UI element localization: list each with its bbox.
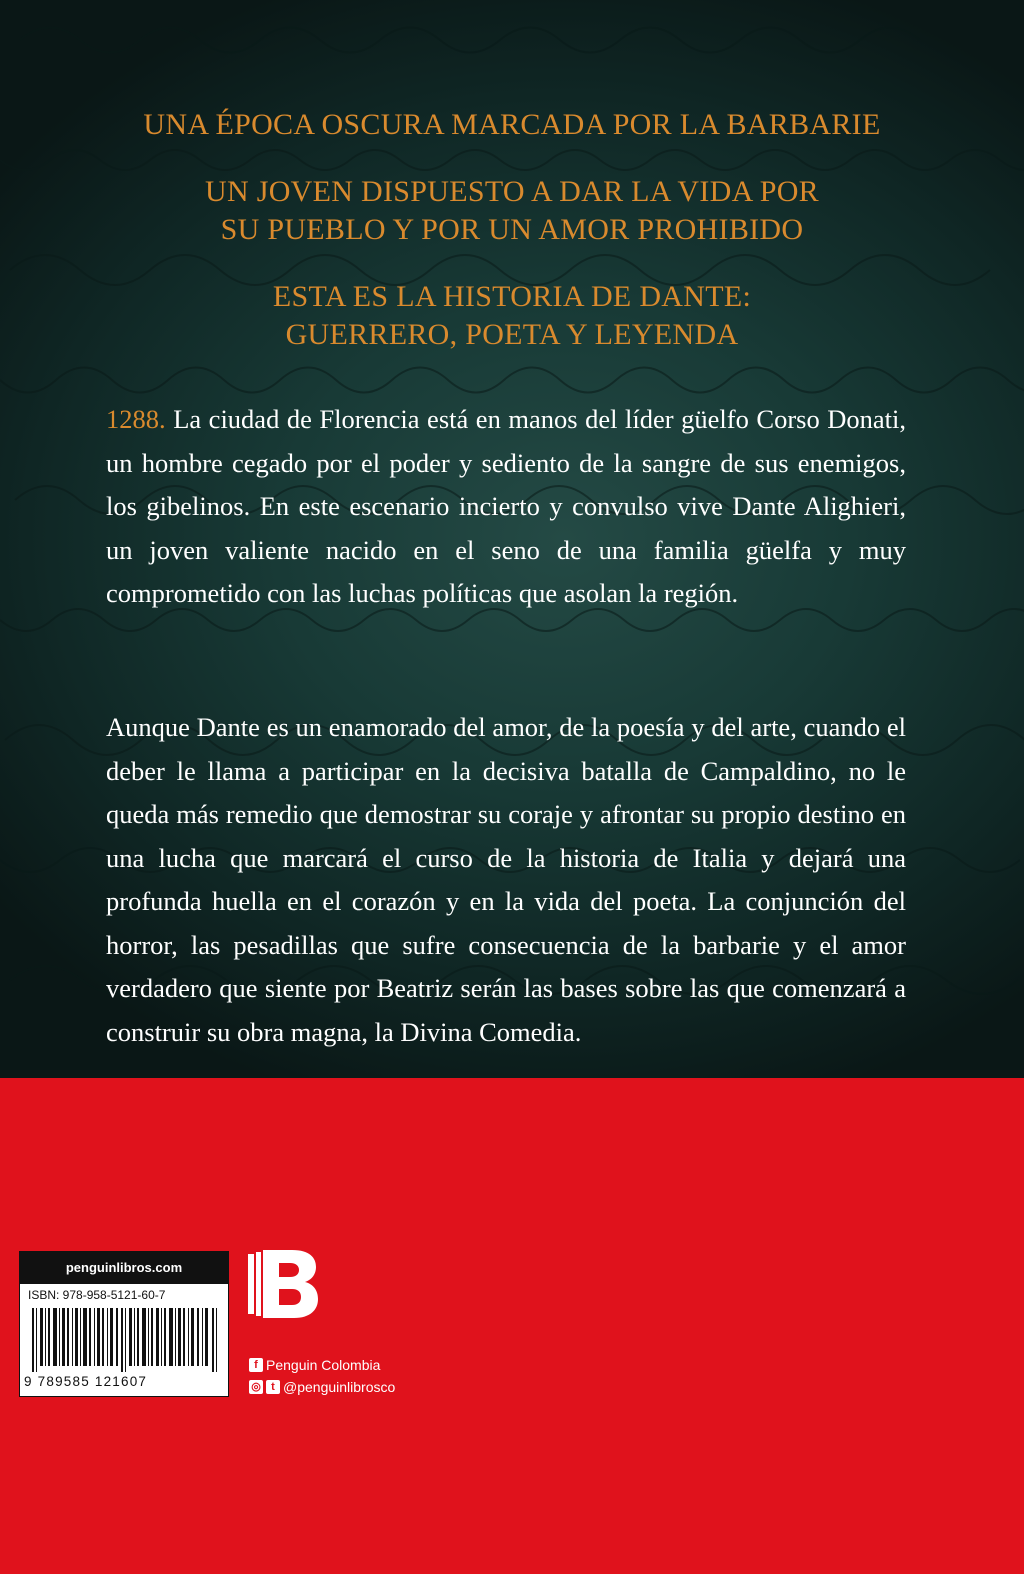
tagline-1: [0, 106, 1024, 144]
synopsis-paragraph-2: Aunque Dante es un enamorado del amor, de la poesía y del arte, cuando el deber le llama a participar en la decisiva batalla de Campaldino, no le queda más remedio que demostrar su coraje y afrontar su propio destino en una lucha que marcará el curso de la historia de Italia y dejará una profunda huella en el corazón y en la vida del poeta. La conjunción del horror, las pesadillas que sufre consecuencia de la barbarie y el amor verdadero que siente por Beatriz serán las bases sobre las que comenzará a construir su obra magna, la Divina Comedia.: [106, 712, 906, 1047]
tagline-2-line-b: SU PUEBLO Y POR UN AMOR PROHIBIDO: [220, 213, 804, 246]
synopsis-year: 1288.: [106, 404, 166, 434]
tagline-3-line-a: ESTA ES LA HISTORIA DE DANTE:: [272, 280, 752, 313]
twitter-icon: t: [266, 1380, 280, 1394]
tagline-3-line-b: GUERRERO, POETA Y LEYENDA: [285, 318, 739, 351]
website-label: penguinlibros.com: [20, 1252, 228, 1284]
facebook-icon: f: [249, 1358, 263, 1372]
instagram-icon: ◎: [249, 1380, 263, 1394]
synopsis-paragraph-1-text: La ciudad de Florencia está en manos del líder güelfo Corso Donati, un hombre cegado por el poder y sediento de la sangre de sus enemigos, los gibelinos. En este escenario incierto y convulso vive Dante Alighieri, un joven valiente nacido en el seno de una familia güelfa y muy comprometido con las luchas políticas que asolan la región.: [106, 404, 906, 608]
barcode-number: 9 789585 121607: [24, 1374, 148, 1389]
synopsis-paragraph-1: [106, 398, 906, 616]
tagline-3: [0, 278, 1024, 354]
isbn-label: ISBN: 978-958-5121-60-7: [28, 1288, 166, 1302]
barcode-graphic: [32, 1308, 218, 1372]
facebook-link[interactable]: [249, 1356, 380, 1374]
social-handle-link[interactable]: [249, 1378, 395, 1396]
tagline-1-text: UNA ÉPOCA OSCURA MARCADA POR LA BARBARIE: [143, 108, 881, 141]
tagline-2-line-a: UN JOVEN DISPUESTO A DAR LA VIDA POR: [205, 175, 819, 208]
facebook-label: Penguin Colombia: [266, 1357, 381, 1373]
b-logo-icon: [248, 1250, 320, 1318]
barcode-panel: [19, 1251, 229, 1397]
tagline-2: [0, 173, 1024, 249]
social-handle-label: @penguinlibrosco: [283, 1379, 396, 1395]
